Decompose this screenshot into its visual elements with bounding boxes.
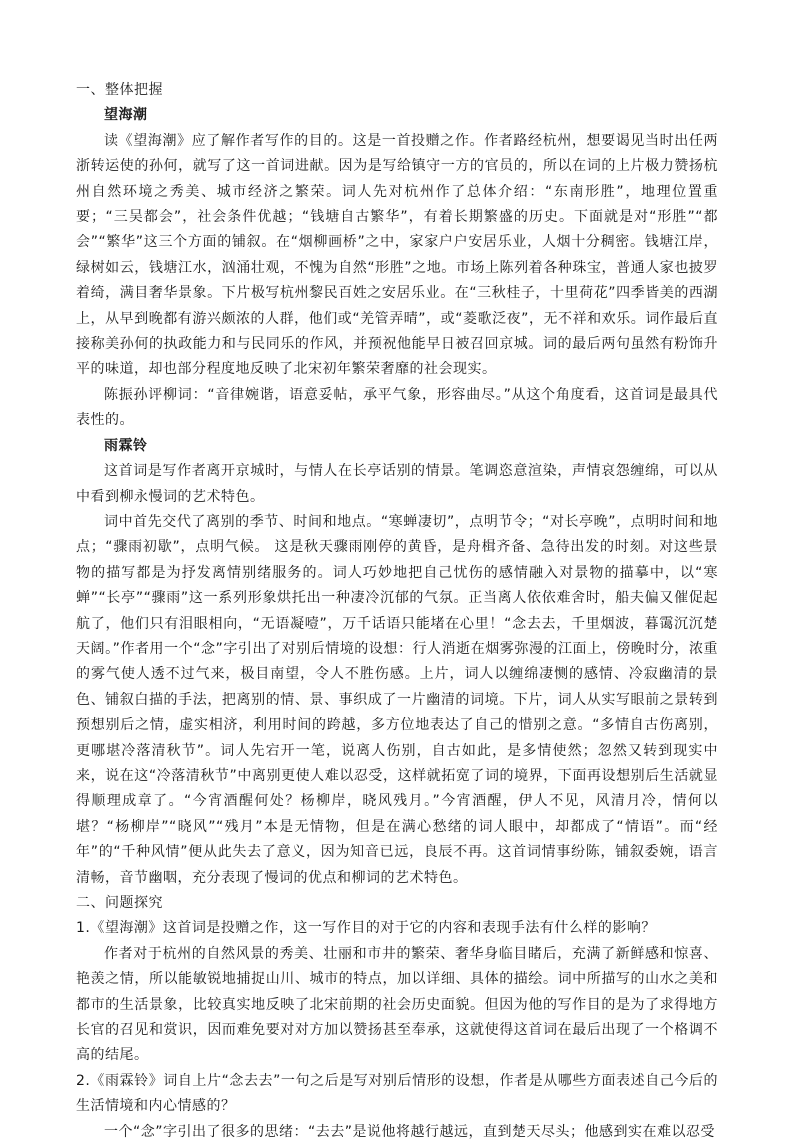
question-1: 1.《望海潮》这首词是投赠之作，这一写作目的对于它的内容和表现手法有什么样的影响？ [76, 920, 656, 937]
poem-title-wanghaichao: 望海潮 [104, 107, 148, 124]
question-2: 2.《雨霖铃》词自上片“念去去”一句之后是写对别后情形的设想，作者是从哪些方面表述自己今后的生活情境和内心情感的？ [76, 1072, 718, 1115]
answer-1: 作者对于杭州的自然风景的秀美、壮丽和市井的繁荣、奢华身临目睹后，充满了新鲜感和惊喜、艳羡之情，所以能敏锐地捕捉山川、城市的特点，加以详细、具体的描绘。词中所描写的山水之美和都市的生活景象，比较真实地反映了北宋前期的社会历史面貌。但因为他的写作目的是为了求得地方长官的召见和赏识，因而难免要对对方加以赞扬甚至奉承，这就使得这首词在最后出现了一个格调不高的结尾。 [76, 945, 718, 1064]
answer-2: 一个“念”字引出了很多的思绪：“去去”是说他将越行越远，直到楚天尽头；他感到实在难以忍受 [104, 1123, 716, 1140]
paragraph-chen-zhensun-review: 陈振孙评柳词：“音律婉谐，语意妥帖，承平气象，形容曲尽。”从这个角度看，这首词是最具代表性的。 [76, 386, 718, 429]
poem-title-yulinling: 雨霖铃 [104, 437, 148, 454]
paragraph-wanghaichao-analysis: 读《望海潮》应了解作者写作的目的。这是一首投赠之作。作者路经杭州，想要谒见当时出任两浙转运使的孙何，就写了这一首词进献。因为是写给镇守一方的官员的，所以在词的上片极力赞扬杭州自然环境之秀美、城市经济之繁荣。词人先对杭州作了总体介绍：“东南形胜”，地理位置重要；“三吴都会”，社会条件优越；“钱塘自古繁华”，有着长期繁盛的历史。下面就是对“形胜”“都会”“繁华”这三个方面的铺叙。在“烟柳画桥”之中，家家户户安居乐业，人烟十分稠密。钱塘江岸，绿树如云，钱塘江水，汹涌壮观，不愧为自然“形胜”之地。市场上陈列着各种珠宝，普通人家也披罗着绮，满目奢华景象。下片极写杭州黎民百姓之安居乐业。在“三秋桂子，十里荷花”四季皆美的西湖上，从早到晚都有游兴颇浓的人群，他们或“羌管弄晴”，或“菱歌泛夜”，无不祥和欢乐。词作最后直接称美孙何的执政能力和与民同乐的作风，并预祝他能早日被召回京城。词的最后两句虽然有粉饰升平的味道，却也部分程度地反映了北宋初年繁荣奢靡的社会现实。 [76, 132, 718, 378]
section-heading-overview: 一、整体把握 [76, 82, 163, 98]
paragraph-yulinling-analysis: 词中首先交代了离别的季节、时间和地点。“寒蝉凄切”，点明节令；“对长亭晚”，点明时间和地点；“骤雨初歇”，点明气候。 这是秋天骤雨刚停的黄昏，是舟楫齐备、急待出发的时刻。对这些景物的描写都是为抒发离情别绪服务的。词人巧妙地把自己忧伤的感情融入对景物的描摹中，以“寒蝉”“长亭”“骤雨”这一系列形象烘托出一种凄冷沉郁的气氛。正当离人依依难舍时，船夫偏又催促起航了，他们只有泪眼相向，“无语凝噎”，万千话语只能堵在心里！“念去去，千里烟波，暮霭沉沉楚天阔。”作者用一个“念”字引出了对别后情境的设想：行人消逝在烟雾弥漫的江面上，傍晚时分，浓重的雾气使人透不过气来，极目南望，令人不胜伤感。上片，词人以缠绵凄恻的感情、冷寂幽清的景色、铺叙白描的手法，把离别的情、景、事织成了一片幽清的词境。下片，词人从实写眼前之景转到预想别后之情，虚实相济，利用时间的跨越，多方位地表达了自己的惜别之意。“多情自古伤离别，更哪堪冷落清秋节”。词人先宕开一笔，说离人伤别，自古如此，是多情使然；忽然又转到现实中来，说在这“冷落清秋节”中离别更使人难以忍受，这样就拓宽了词的境界，下面再设想别后生活就显得顺理成章了。“今宵酒醒何处？杨柳岸，晓风残月。”今宵酒醒，伊人不见，风清月冷，情何以堪？“杨柳岸”“晓风”“残月”本是无情物，但是在满心愁绪的词人眼中，却都成了“情语”。而“经年”的“千种风情”便从此失去了意义，因为知音已远，良辰不再。这首词情事纷陈，铺叙委婉，语言清畅，音节幽咽，充分表现了慢词的优点和柳词的艺术特色。 [76, 513, 718, 886]
document-body [76, 78, 718, 1145]
paragraph-yulinling-intro: 这首词是写作者离开京城时，与情人在长亭话别的情景。笔调恣意渲染，声情哀怨缠绵，可以从中看到柳永慢词的艺术特色。 [76, 463, 718, 505]
section-heading-questions: 二、问题探究 [76, 895, 163, 911]
